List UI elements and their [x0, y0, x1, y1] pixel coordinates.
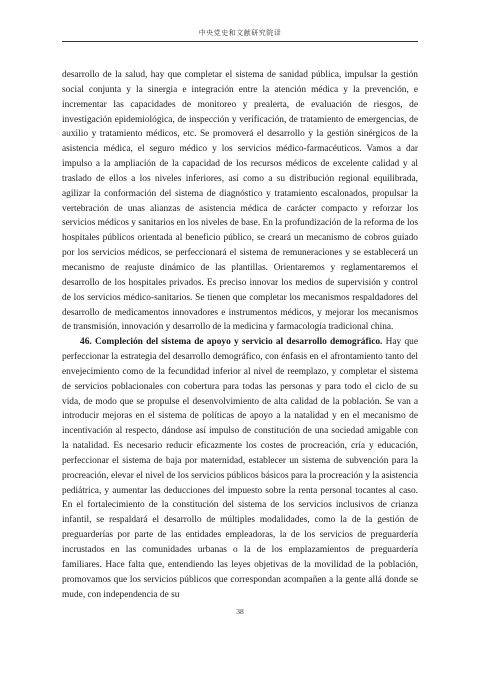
- section-heading: 46. Compleción del sistema de apoyo y servicio al desarrollo demográfico.: [80, 337, 383, 348]
- paragraph-text: Hay que perfeccionar la estrategia del desarrollo demográfico, con énfasis en el afrontamiento tanto del envejecimiento como de la fecundidad inferior al nivel de reemplazo, y completar el sistema de servicios poblacionales con cobertura para todas las personas y para todo el ciclo de su vida, de modo que se propulse el desenvolvimiento de alta calidad de la población. Se van a introducir mejoras en el sistema de políticas de apoyo a la natalidad y en el mecanismo de incentivación al respecto, dándose así impulso de constitución de una sociedad amigable con la natalidad. Es necesario reducir eficazmente los costes de procreación, cría y educación, perfeccionar el sistema de baja por maternidad, establecer un sistema de subvención para la procreación, elevar el nivel de los servicios públicos básicos para la procreación y la asistencia pediátrica, y aumentar las deducciones del impuesto sobre la renta personal tocantes al caso. En el fortalecimiento de la constitución del sistema de los servicios inclusivos de crianza infantil, se respaldará el desarrollo de múltiples modalidades, como la de la gestión de preguarderías por parte de las entidades empleadoras, la de los servicios de preguardería incrustados en las comunidades urbanas o la de los emplazamientos de preguardería familiares. Hace falta que, entendiendo las leyes objetivas de la movilidad de la población, promovamos que los servicios públicos que correspondan acompañen a la gente allá donde se mude, con independencia de su: [62, 337, 419, 600]
- paragraph-continued: [62, 68, 418, 335]
- header-rule: [62, 41, 418, 42]
- paragraph-section-46: [62, 335, 418, 602]
- running-header: 中央党史和文献研究院译: [198, 29, 282, 37]
- page-number: 38: [236, 607, 244, 616]
- body-text: [62, 68, 418, 602]
- paragraph-text: desarrollo de la salud, hay que completar el sistema de sanidad pública, impulsar la gestión social conjunta y la sinergia e integración entre la atención médica y la prevención, e incrementar las capacidades de monitoreo y prealerta, de evaluación de riesgos, de investigación epidemiológica, de inspección y verificación, de tratamiento de emergencias, de auxilio y tratamiento médicos, etc. Se promoverá el desarrollo y la gestión sinérgicos de la asistencia médica, el seguro médico y los servicios médico-farmacéuticos. Vamos a dar impulso a la ampliación de la capacidad de los recursos médicos de excelente calidad y al traslado de ellos a los niveles inferiores, así como a su distribución regional equilibrada, agilizar la conformación del sistema de diagnóstico y tratamiento escalonados, propulsar la vertebración de unas alianzas de asistencia médica de carácter compacto y reforzar los servicios médicos y sanitarios en los niveles de base. En la profundización de la reforma de los hospitales públicos orientada al beneficio público, se creará un mecanismo de cobros guiado por los servicios médicos, se perfeccionará el sistema de remuneraciones y se establecerá un mecanismo de reajuste dinámico de las plantillas. Orientaremos y reglamentaremos el desarrollo de los hospitales privados. Es preciso innovar los medios de supervisión y control de los servicios médico-sanitarios. Se tienen que completar los mecanismos respaldadores del desarrollo de medicamentos innovadores e instrumentos médicos, y mejorar los mecanismos de transmisión, innovación y desarrollo de la medicina y farmacología tradicional china.: [62, 70, 418, 333]
